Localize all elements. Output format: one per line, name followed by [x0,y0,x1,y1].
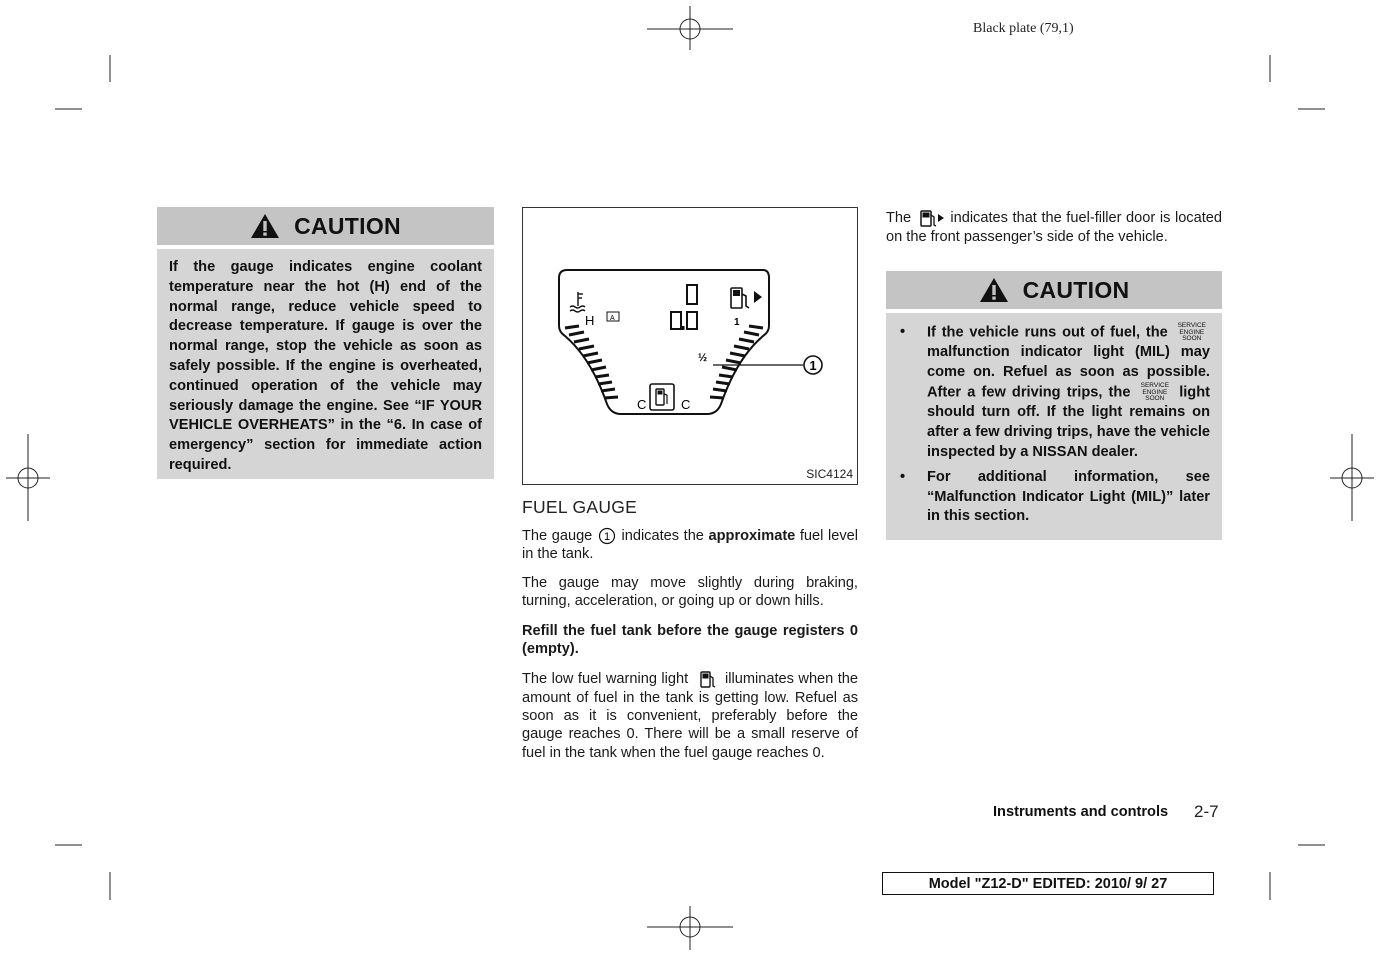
gauge-label-mode: A [610,315,615,322]
fuel-gauge-figure [522,207,858,485]
p1-text-b: indicates the [621,528,704,544]
figure-id: SIC4124 [806,467,853,481]
odometer-digits [671,312,697,329]
caution-header [157,207,494,245]
bullet1-text-a: If the vehicle runs out of fuel, the [927,324,1168,341]
paragraph-refill-warning: Refill the fuel tank before the gauge registers 0 (empty). [522,623,858,658]
bullet1-text-c: light should turn off. If the light remains on after a few driving trips, have the vehicle inspected by a NISSAN dealer. [927,384,1210,460]
model-edited-box: Model "Z12-D" EDITED: 2010/ 9/ 27 [882,872,1214,895]
caution-title: CAUTION [1022,276,1130,303]
footer-section-name: Instruments and controls [993,804,1169,820]
gauge-label-half: ½ [698,352,708,364]
p4-text-a: The low fuel warning light [522,670,689,687]
bullet1-text-b: malfunction indicator light (MIL) may come on. Refuel as soon as possible. After a few driving trips, the [927,344,1210,401]
service-engine-soon-icon: SERVICE ENGINE SOON [1177,322,1207,342]
paragraph-gauge-indicates [522,527,858,563]
temperature-gauge-segments [565,326,618,398]
caution-body-text: If the gauge indicates engine coolant temperature near the hot (H) end of the normal range, reduce vehicle speed to decrease temperature. If gauge is over the normal range, stop the vehicle as soon as safely possible. If the engine is overheated, continued operation of the vehicle may seriously damage the engine. See “IF YOUR VEHICLE OVERHEATS” in the “6. In case of emergency” section for immediate action required. [157,249,494,479]
paragraph-fuel-filler-door [886,208,1222,246]
service-engine-soon-icon: SERVICE ENGINE SOON [1140,382,1170,402]
gauge-label-hot: H [585,313,595,328]
footer-page-number: 2-7 [1194,802,1219,821]
p5-text-a: The [886,209,912,226]
section-heading: FUEL GAUGE [522,497,638,517]
caution-body-list [886,313,1222,540]
coolant-temp-icon [570,292,585,312]
fuel-pump-icon-center [650,384,674,410]
paragraph-gauge-move: The gauge may move slightly during braking, turning, acceleration, or going up or down hills. [522,575,858,610]
caution-header [886,271,1222,309]
caution-bullet-item [898,468,1210,527]
gauge-label-empty: C [681,397,691,412]
p4-text-b: illuminates when the amount of fuel in the tank is getting low. Refuel as soon as it is convenient, preferably before the gauge reaches 0. There will be a small reserve of fuel in the tank when the fuel gauge reaches 0. [522,670,859,761]
svg-text:1: 1 [603,531,610,544]
p1-text-c: fuel level in the tank. [522,528,858,563]
caution-title: CAUTION [294,212,401,239]
callout-number: 1 [809,358,817,373]
fuel-pump-icon-top [731,288,762,308]
warning-triangle-icon [250,213,280,239]
paragraph-low-fuel-light [522,669,858,762]
fuel-gauge-segments [710,326,763,398]
bullet2-text: For additional information, see “Malfunction Indicator Light (MIL)” later in this section. [927,468,1210,525]
fuel-filler-side-icon [916,208,946,228]
caution-box-coolant [157,207,494,479]
gauge-label-cold: C [637,397,647,412]
p5-text-b: indicates that the fuel-filler door is located on the front passenger’s side of the vehicle. [886,209,1223,245]
low-fuel-light-icon [693,669,721,689]
bullet-dot: • [900,468,906,485]
p1-text-bold: approximate [708,528,796,544]
callout-circle-icon [597,527,617,545]
plate-label: Black plate (79,1) [973,21,1074,36]
gauge-label-full: 1 [734,317,740,328]
trip-digit [687,285,697,304]
caution-bullet-item [898,323,1210,463]
gauge-cluster-illustration [523,208,857,484]
warning-triangle-icon [979,277,1009,303]
caution-box-out-of-fuel [886,271,1222,540]
p1-text-a: The gauge [522,528,593,544]
bullet-dot: • [900,324,906,340]
